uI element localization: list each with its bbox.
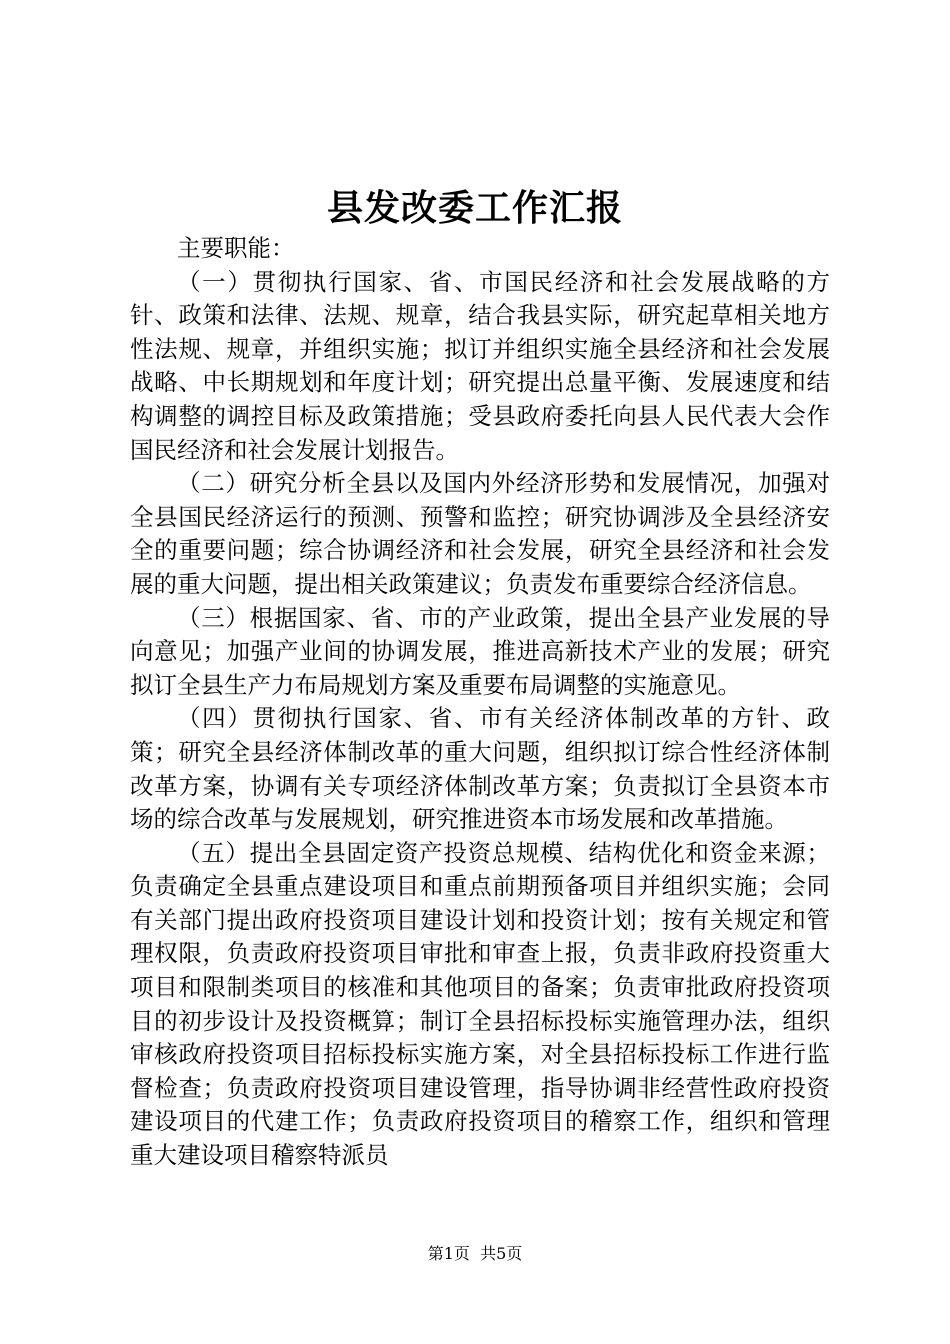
paragraph-item-4: （四）贯彻执行国家、省、市有关经济体制改革的方针、政策；研究全县经济体制改革的重大问题，组织拟订综合性经济体制改革方案，协调有关专项经济体制改革方案；负责拟订全县资本市场的综合改革与发展规划，研究推进资本市场发展和改革措施。 xyxy=(130,704,830,834)
paragraph-item-3: （三）根据国家、省、市的产业政策，提出全县产业发展的导向意见；加强产业间的协调发展，推进高新技术产业的发展；研究拟订全县生产力布局规划方案及重要布局调整的实施意见。 xyxy=(130,603,830,699)
paragraph-main-functions: 主要职能： xyxy=(177,234,295,262)
paragraph-item-2: （二）研究分析全县以及国内外经济形势和发展情况，加强对全县国民经济运行的预测、预警和监控；研究协调涉及全县经济安全的重要问题；综合协调经济和社会发展，研究全县经济和社会发展的重大问题，提出相关政策建议；负责发布重要综合经济信息。 xyxy=(130,469,830,598)
page-number-label: 第1页 共5页 xyxy=(427,1244,523,1263)
page-footer xyxy=(0,1242,950,1266)
paragraph-item-1: （一）贯彻执行国家、省、市国民经济和社会发展战略的方针、政策和法律、法规、规章，结合我县实际，研究起草相关地方性法规、规章，并组织实施；拟订并组织实施全县经济和社会发展战略、中长期规划和年度计划；研究提出总量平衡、发展速度和结构调整的调控目标及政策措施；受县政府委托向县人民代表大会作国民经济和社会发展计划报告。 xyxy=(130,267,830,464)
document-body xyxy=(130,232,830,1173)
document-title: 县发改委工作汇报 xyxy=(326,187,623,229)
paragraph-item-5: （五）提出全县固定资产投资总规模、结构优化和资金来源；负责确定全县重点建设项目和重点前期预备项目并组织实施；会同有关部门提出政府投资项目建设计划和投资计划；按有关规定和管理权限，负责政府投资项目审批和审查上报，负责非政府投资重大项目和限制类项目的核准和其他项目的备案；负责审批政府投资项目的初步设计及投资概算；制订全县招标投标实施管理办法，组织审核政府投资项目招标投标实施方案，对全县招标投标工作进行监督检查；负责政府投资项目建设管理，指导协调非经营性政府投资建设项目的代建工作；负责政府投资项目的稽察工作，组织和管理重大建设项目稽察特派员 xyxy=(130,838,830,1170)
